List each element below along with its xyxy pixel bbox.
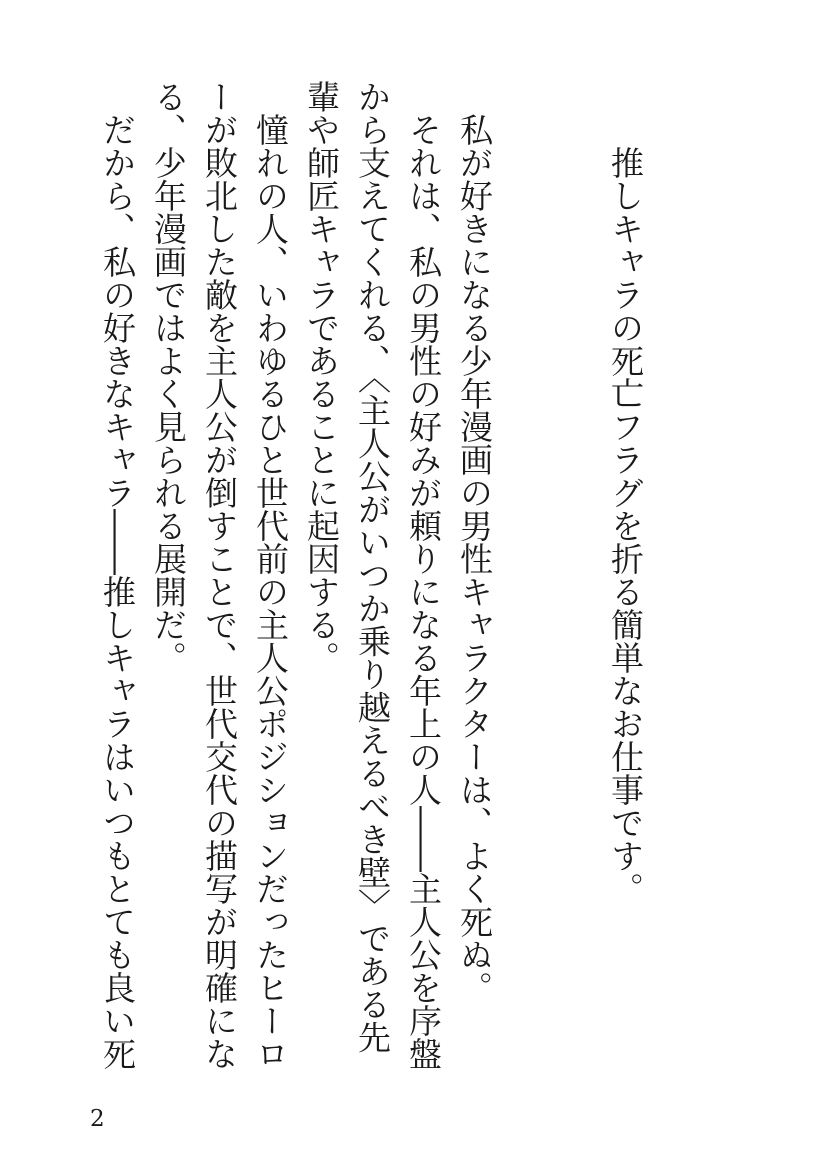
- paragraph-1-line-1: 私が好きになる少年漫画の男性キャラクターは、よく死ぬ。: [455, 113, 494, 1004]
- paragraph-2-line-2: から支えてくれる、〈主人公がいつか乗り越えるべき壁〉である先: [353, 80, 392, 1054]
- chapter-title: 推しキャラの死亡フラグを折る簡単なお仕事です。: [606, 146, 645, 905]
- paragraph-3-line-3: る、少年漫画ではよく見られる展開だ。: [149, 80, 188, 674]
- page-number: 2: [90, 1106, 105, 1132]
- paragraph-2-line-1: それは、私の男性の好みが頼りになる年上の人――主人公を序盤: [404, 113, 443, 1070]
- paragraph-3-line-1: 憧れの人、いわゆるひと世代前の主人公ポジションだったヒーロ: [251, 113, 290, 1070]
- paragraph-3-line-2: ーが敗北した敵を主人公が倒すことで、世代交代の描写が明確にな: [200, 80, 239, 1070]
- paragraph-4-line-1: だから、私の好きなキャラ――推しキャラはいつもとても良い死: [98, 113, 137, 1070]
- vertical-text-block: [92, 80, 651, 1070]
- paragraph-2-line-3: 輩や師匠キャラであることに起因する。: [302, 80, 341, 674]
